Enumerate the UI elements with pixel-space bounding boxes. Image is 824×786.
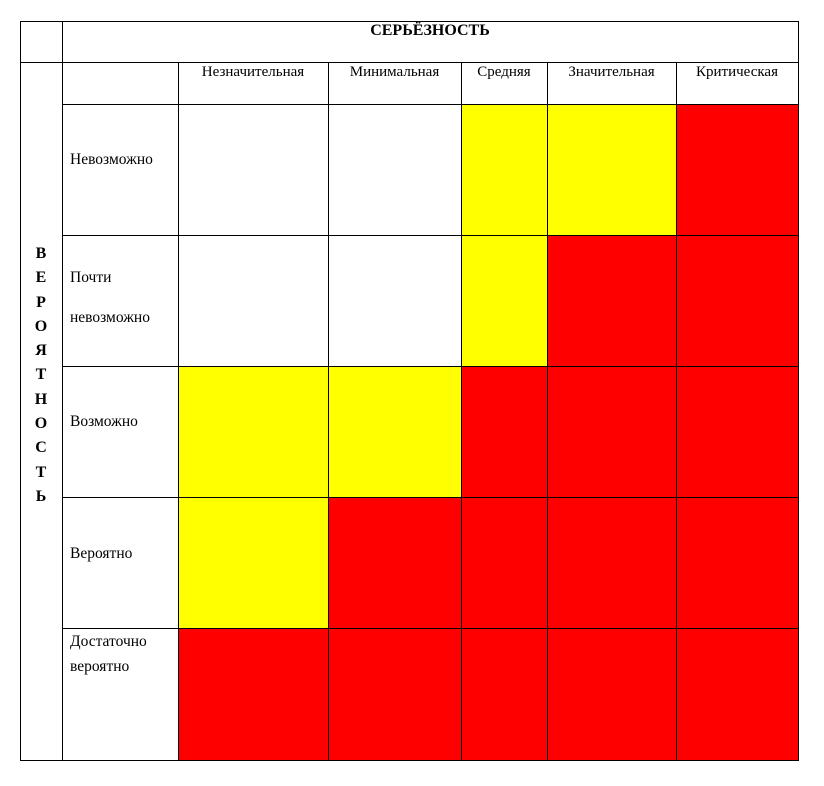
matrix-cell [461, 628, 547, 760]
matrix-cell [461, 497, 547, 628]
matrix-cell [461, 366, 547, 497]
matrix-cell [178, 628, 328, 760]
grid-line [62, 235, 799, 236]
grid-line [20, 760, 799, 761]
matrix-cell [328, 235, 461, 366]
matrix-cell [676, 366, 798, 497]
row-header [70, 410, 176, 434]
matrix-cell [178, 366, 328, 497]
grid-line [20, 62, 799, 63]
column-header: Значительная [568, 64, 655, 80]
grid-line [20, 21, 21, 761]
matrix-cell [676, 104, 798, 235]
probability-title [20, 242, 62, 509]
matrix-cell [178, 235, 328, 366]
column-header: Критическая [696, 64, 778, 80]
row-header [70, 629, 176, 679]
grid-line [461, 62, 462, 761]
matrix-cell [547, 497, 676, 628]
matrix-cell [547, 104, 676, 235]
row-header-line: Достаточно [70, 633, 147, 650]
grid-line [676, 62, 677, 761]
row-header [70, 258, 176, 338]
probability-title-letter: Н [34, 390, 48, 408]
matrix-cell [676, 235, 798, 366]
probability-title-letter: Т [35, 366, 47, 384]
grid-line [328, 62, 329, 761]
row-header-line: Почти [70, 269, 112, 286]
matrix-cell [178, 497, 328, 628]
grid-line [62, 497, 799, 498]
grid-line [798, 21, 799, 761]
probability-title-letter: В [35, 245, 47, 262]
column-header: Минимальная [349, 64, 440, 80]
row-header-line: Невозможно [70, 151, 153, 168]
matrix-cell [547, 366, 676, 497]
matrix-cell [178, 104, 328, 235]
grid-line [62, 21, 63, 761]
matrix-cell [676, 628, 798, 760]
row-header-line: вероятно [70, 658, 130, 675]
row-header-line: невозможно [70, 309, 150, 326]
probability-title-letter: Р [36, 293, 46, 311]
grid-line [20, 21, 799, 22]
probability-title-letter: О [34, 415, 48, 433]
matrix-cell [328, 497, 461, 628]
matrix-cell [328, 628, 461, 760]
severity-title: СЕРЬЁЗНОСТЬ [370, 22, 490, 39]
probability-title-letter: Ь [35, 487, 47, 505]
matrix-cell [461, 235, 547, 366]
grid-line [178, 62, 179, 761]
column-header: Средняя [477, 64, 531, 80]
grid-line [547, 62, 548, 761]
row-header-line: Вероятно [70, 545, 133, 562]
probability-title-letter: О [34, 317, 48, 335]
matrix-cell [547, 628, 676, 760]
grid-line [62, 628, 799, 629]
matrix-cell [676, 497, 798, 628]
matrix-cell [328, 366, 461, 497]
row-header [70, 542, 176, 566]
column-header: Незначительная [201, 64, 305, 80]
grid-line [62, 104, 799, 105]
probability-title-letter: Я [35, 342, 47, 360]
grid-line [62, 366, 799, 367]
matrix-cell [461, 104, 547, 235]
matrix-cell [547, 235, 676, 366]
matrix-cell [328, 104, 461, 235]
row-header [70, 148, 176, 172]
probability-title-letter: Т [35, 463, 47, 481]
probability-title-letter: С [35, 439, 47, 457]
row-header-line: Возможно [70, 413, 138, 430]
probability-title-letter: Е [35, 269, 47, 287]
